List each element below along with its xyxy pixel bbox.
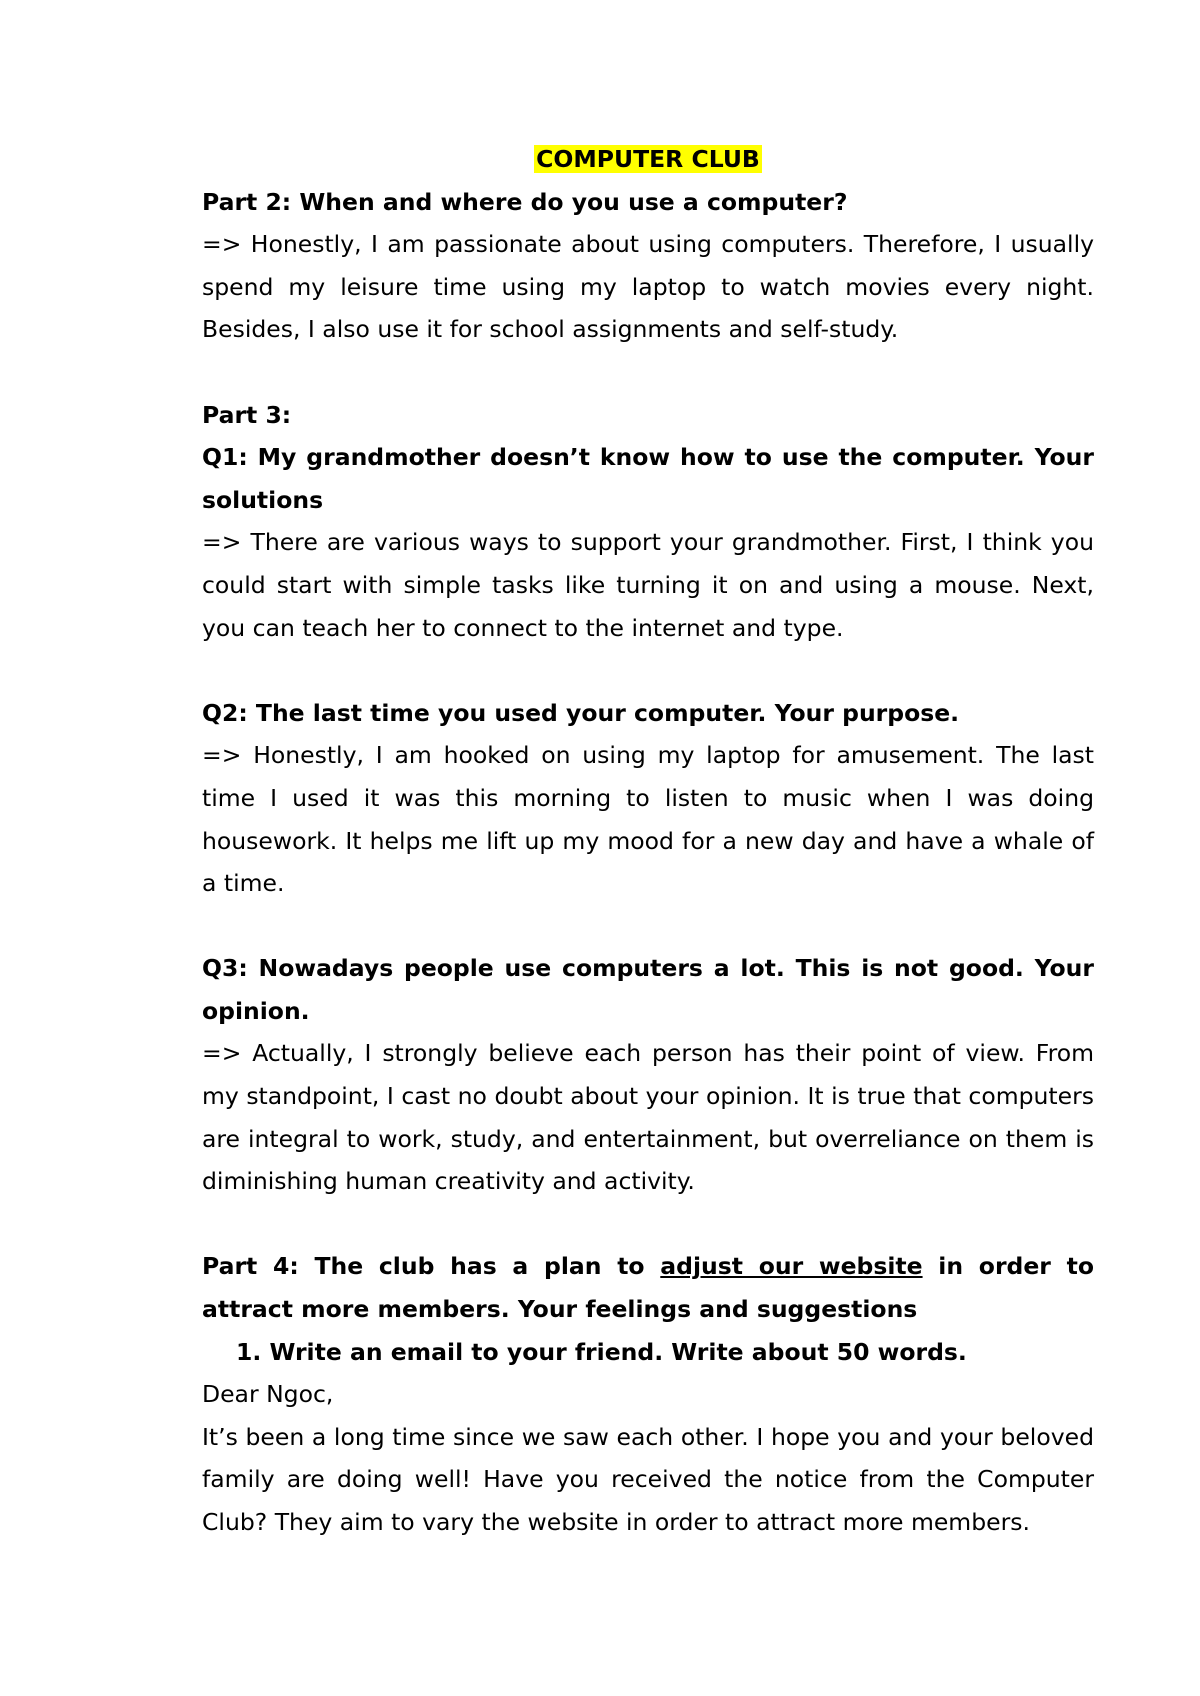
- part2-answer: => Honestly, I am passionate about using computers. Therefore, I usually spend my leisure time using my laptop to watch movies every night. Besides, I also use it for school assignments and self-study.: [202, 230, 1094, 344]
- spacer: [202, 905, 1094, 948]
- spacer: [202, 351, 1094, 394]
- spacer: [202, 1203, 1094, 1246]
- part4-heading: [202, 1245, 1094, 1330]
- spacer: [202, 649, 1094, 692]
- q2-answer: => Honestly, I am hooked on using my laptop for amusement. The last time I used it was this morning to listen to music when I was doing housework. It helps me lift up my mood for a new day and have a whale of a time.: [202, 741, 1094, 898]
- q2-question: Q2: The last time you used your computer. Your purpose.: [202, 698, 960, 727]
- q3-question: Q3: Nowadays people use computers a lot. This is not good. Your opinion.: [202, 954, 1094, 1025]
- title-line: [202, 138, 1094, 181]
- document-title: COMPUTER CLUB: [536, 145, 760, 173]
- part4-heading-underlined: adjust our website: [660, 1252, 923, 1281]
- part4-heading-before: Part 4: The club has a plan to: [202, 1252, 661, 1281]
- task1-list-item: 1. Write an email to your friend. Write about 50 words.: [236, 1337, 967, 1366]
- part4-heading-after: in order to attract more members. Your feelings and suggestions: [202, 1252, 1094, 1324]
- q3-answer: => Actually, I strongly believe each person has their point of view. From my standpoint, I cast no doubt about your opinion. It is true that computers are integral to work, study, and entertainment, but overreliance on them is diminishing human creativity and activity.: [202, 1039, 1094, 1196]
- email-greeting: Dear Ngoc,: [202, 1380, 334, 1409]
- document-content: [202, 138, 1094, 1544]
- email-body: It’s been a long time since we saw each other. I hope you and your beloved family are doing well! Have you received the notice from the Computer Club? They aim to vary the website in order to attract more members.: [202, 1422, 1094, 1536]
- part3-heading: Part 3:: [202, 400, 292, 429]
- q1-answer: => There are various ways to support your grandmother. First, I think you could start with simple tasks like turning it on and using a mouse. Next, you can teach her to connect to the internet and type.: [202, 528, 1094, 642]
- q1-question: Q1: My grandmother doesn’t know how to use the computer. Your solutions: [202, 443, 1094, 514]
- part2-heading: Part 2: When and where do you use a computer?: [202, 187, 848, 216]
